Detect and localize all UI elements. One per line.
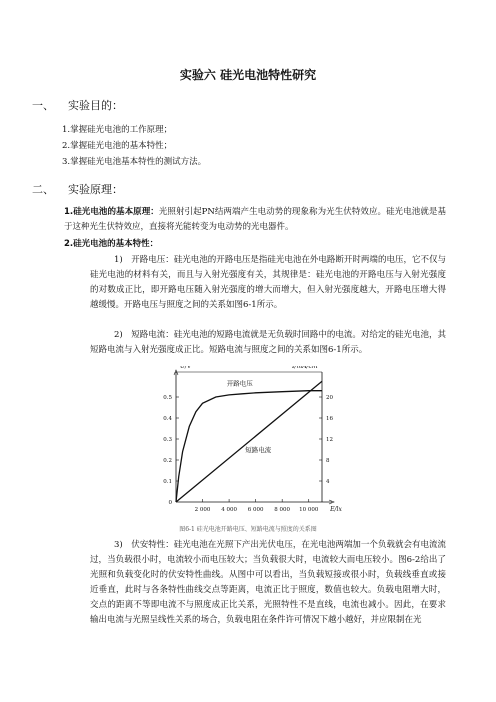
series-label-open-circuit-voltage: 开路电压 [226, 379, 253, 388]
paragraph-heading: 2.硅光电池的基本特性： [64, 239, 159, 249]
objective-item: 1.掌握硅光电池的工作原理； [62, 125, 173, 135]
paragraph-text: 光照射引起PN结两端产生电动势的现象称为光生伏特效应。硅光电池就是基于这种光生伏特效应，直接将光能转变为电动势的光电器件。 [64, 207, 446, 232]
x-tick-label: 10 000 [299, 507, 319, 513]
figure-caption: 图6-1 硅光电池开路电压、短路电流与照度的关系图 [179, 526, 317, 533]
objective-item: 3.掌握硅光电池基本特性的测试方法。 [62, 157, 207, 167]
paragraph-principle [64, 205, 446, 235]
y-left-tick-label: 0.4 [163, 416, 172, 422]
figure-6-1-chart [140, 366, 352, 516]
y-right-tick-label: 8 [326, 458, 330, 464]
paragraph-open-circuit: 1) 开路电压：硅光电池的开路电压是指硅光电池在外电路断开时两端的电压，它不仅与硅光电池的材料有关，而且与入射光强度有关，其规律是：硅光电池的开路电压与入射光强度的对数成正比，即开路电压随入射光强度的增大而增大，但入射光强度越大，开路电压增大得越缓慢。开路电压与照度之间的关系如图6-1所示。 [90, 255, 446, 310]
y-right-tick-label: 12 [326, 437, 333, 443]
paragraph-heading: 1.硅光电池的基本原理： [64, 207, 159, 217]
section-heading-objectives [32, 97, 123, 113]
x-tick-label: 2 000 [194, 507, 211, 513]
chart-svg [140, 366, 352, 516]
y-left-tick-label: 0.5 [163, 395, 172, 401]
y-right-tick-label: 16 [326, 416, 333, 422]
section-number: 二、 [32, 183, 54, 196]
page-title: 实验六 硅光电池特性研究 [179, 68, 317, 82]
x-axis-label: E/lx [330, 506, 342, 513]
section-title: 实验目的： [68, 99, 123, 112]
paragraph-characteristics-heading [64, 237, 446, 252]
y-right-tick-label: 4 [326, 479, 330, 485]
series-line-1 [176, 381, 322, 502]
objective-item: 2.掌握硅光电池的基本特性； [62, 141, 173, 151]
y-left-axis-label: U/V [180, 366, 192, 370]
paragraph-short-circuit: 2) 短路电流：硅光电池的短路电流就是无负载时回路中的电流。对给定的硅光电池，其短路电流与入射光强度成正比。短路电流与照度之间的关系如图6-1所示。 [90, 330, 446, 355]
section-number: 一、 [32, 99, 54, 112]
y-left-tick-label: 0 [168, 500, 172, 506]
y-left-tick-label: 0.1 [163, 479, 172, 485]
series-label-short-circuit-current: 短路电流 [245, 446, 272, 455]
x-tick-label: 8 000 [274, 507, 291, 513]
x-tick-label: 4 000 [221, 507, 237, 513]
x-tick-label: 6 000 [247, 507, 264, 513]
y-right-axis-label: I/mA/cm² [292, 366, 320, 370]
y-left-tick-label: 0.3 [163, 437, 172, 443]
section-heading-principles [32, 181, 123, 197]
section-title: 实验原理： [68, 183, 123, 196]
y-right-tick-label: 20 [326, 395, 333, 401]
paragraph-iv-characteristic: 3) 伏安特性：硅光电池在光照下产出光伏电压，在光电池两端加一个负载就会有电流流过，当负载很小时，电流较小而电压较大；当负载很大时，电流较大而电压较小。图6-2给出了光照和负载变化时的伏安特性曲线。从图中可以看出，当负载短接或很小时，负载线垂直或接近垂直，此时与各条特性曲线交点等距离，电流正比于照度，数值也较大。负载电阻增大时，交点的距离不等即电流不与照度成正比关系，光照特性不是直线，电流也减小。因此，在要求输出电流与光照呈线性关系的场合，负载电阻在条件许可情况下越小越好，并应限制在光 [90, 540, 446, 625]
y-left-tick-label: 0.2 [163, 458, 172, 464]
